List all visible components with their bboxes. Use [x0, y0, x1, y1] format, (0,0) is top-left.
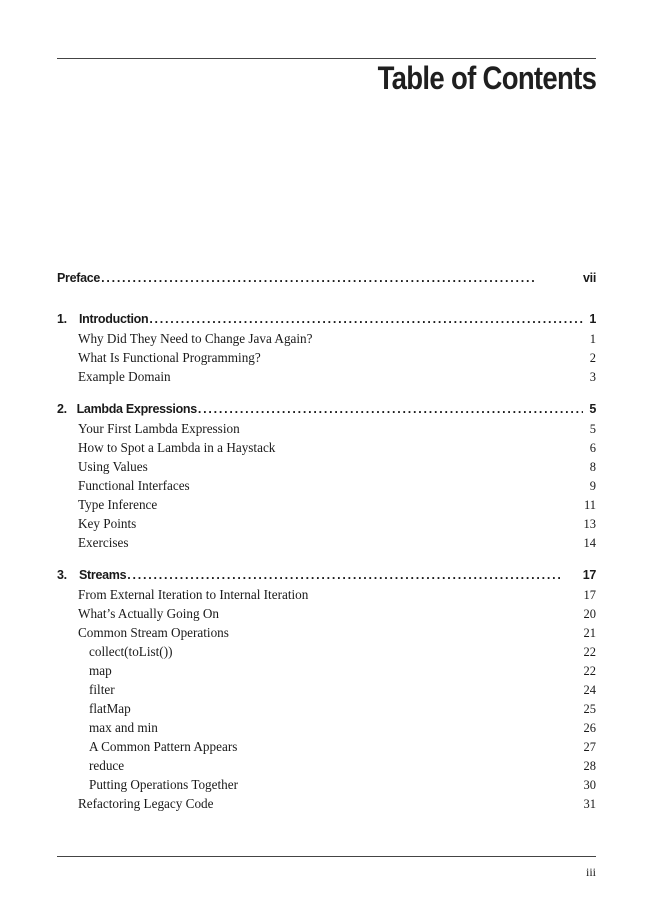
toc-chapter-1[interactable]	[57, 310, 596, 329]
toc-entry-preface[interactable]	[57, 269, 596, 288]
dot-leader	[149, 310, 583, 329]
section-title: How to Spot a Lambda in a Haystack	[78, 440, 276, 455]
toc-section[interactable]	[57, 514, 596, 533]
section-title: What’s Actually Going On	[78, 606, 220, 621]
toc-entry-page: vii	[583, 271, 596, 285]
chapter-number: 3.	[57, 568, 67, 582]
section-title: From External Iteration to Internal Iteration	[78, 587, 309, 602]
section-page: 31	[583, 797, 596, 811]
section-page: 11	[583, 498, 596, 512]
section-page: 8	[589, 460, 596, 474]
section-title: Common Stream Operations	[78, 625, 229, 640]
toc-section[interactable]	[57, 367, 596, 386]
dot-leader	[127, 566, 576, 585]
chapter-title: Introduction	[79, 312, 149, 326]
section-page: 24	[583, 683, 596, 697]
section-title: Key Points	[78, 516, 137, 531]
section-page: 20	[583, 607, 596, 621]
toc-section[interactable]	[57, 348, 596, 367]
section-title: Putting Operations Together	[89, 777, 239, 792]
toc-section[interactable]	[57, 794, 596, 813]
toc-section[interactable]	[57, 533, 596, 552]
section-title: Exercises	[78, 535, 129, 550]
section-page: 28	[583, 759, 596, 773]
section-title: Type Inference	[78, 497, 158, 512]
section-title: Your First Lambda Expression	[78, 421, 240, 436]
toc-section[interactable]	[57, 604, 596, 623]
section-page: 9	[589, 479, 596, 493]
chapter-number: 1.	[57, 312, 67, 326]
toc-subsection[interactable]	[57, 775, 596, 794]
section-page: 13	[583, 517, 596, 531]
chapter-number: 2.	[57, 402, 67, 416]
section-title: Using Values	[78, 459, 148, 474]
chapter-title: Lambda Expressions	[76, 402, 197, 416]
section-title: Example Domain	[78, 369, 171, 384]
dot-leader	[101, 269, 577, 288]
toc-subsection[interactable]	[57, 642, 596, 661]
toc-subsection[interactable]	[57, 680, 596, 699]
dot-leader	[198, 400, 583, 419]
section-title: What Is Functional Programming?	[78, 350, 261, 365]
section-title: filter	[89, 682, 115, 697]
toc-section[interactable]	[57, 419, 596, 438]
section-title: Functional Interfaces	[78, 478, 190, 493]
toc-section[interactable]	[57, 476, 596, 495]
chapter-page: 5	[589, 402, 596, 416]
section-page: 21	[583, 626, 596, 640]
toc-section[interactable]	[57, 457, 596, 476]
toc-chapter-3[interactable]	[57, 566, 596, 585]
toc-chapter-2[interactable]	[57, 400, 596, 419]
toc-subsection[interactable]	[57, 756, 596, 775]
section-title: max and min	[89, 720, 158, 735]
bottom-rule	[57, 856, 596, 857]
section-title: reduce	[89, 758, 125, 773]
section-title: collect(toList())	[89, 644, 173, 659]
section-title: Why Did They Need to Change Java Again?	[78, 331, 313, 346]
section-page: 14	[583, 536, 596, 550]
table-of-contents	[57, 268, 596, 813]
section-title: map	[89, 663, 112, 678]
toc-section[interactable]	[57, 623, 596, 642]
toc-subsection[interactable]	[57, 718, 596, 737]
section-page: 25	[583, 702, 596, 716]
chapter-page: 17	[582, 568, 596, 582]
section-page: 2	[589, 351, 596, 365]
section-title: A Common Pattern Appears	[89, 739, 238, 754]
toc-section[interactable]	[57, 329, 596, 348]
page-title: Table of Contents	[377, 60, 596, 96]
section-page: 5	[589, 422, 596, 436]
section-page: 22	[583, 645, 596, 659]
section-page: 6	[589, 441, 596, 455]
chapter-title: Streams	[79, 568, 127, 582]
toc-section[interactable]	[57, 495, 596, 514]
page-number: iii	[585, 865, 596, 879]
section-page: 1	[589, 332, 596, 346]
toc-subsection[interactable]	[57, 737, 596, 756]
toc-subsection[interactable]	[57, 699, 596, 718]
section-page: 17	[583, 588, 596, 602]
section-page: 26	[583, 721, 596, 735]
section-title: flatMap	[89, 701, 131, 716]
section-page: 27	[583, 740, 596, 754]
toc-section[interactable]	[57, 585, 596, 604]
section-page: 30	[583, 778, 596, 792]
toc-subsection[interactable]	[57, 661, 596, 680]
section-title: Refactoring Legacy Code	[78, 796, 214, 811]
section-page: 3	[589, 370, 596, 384]
chapter-page: 1	[589, 312, 596, 326]
toc-entry-label: Preface	[57, 271, 101, 285]
section-page: 22	[583, 664, 596, 678]
top-rule	[57, 58, 596, 59]
toc-section[interactable]	[57, 438, 596, 457]
